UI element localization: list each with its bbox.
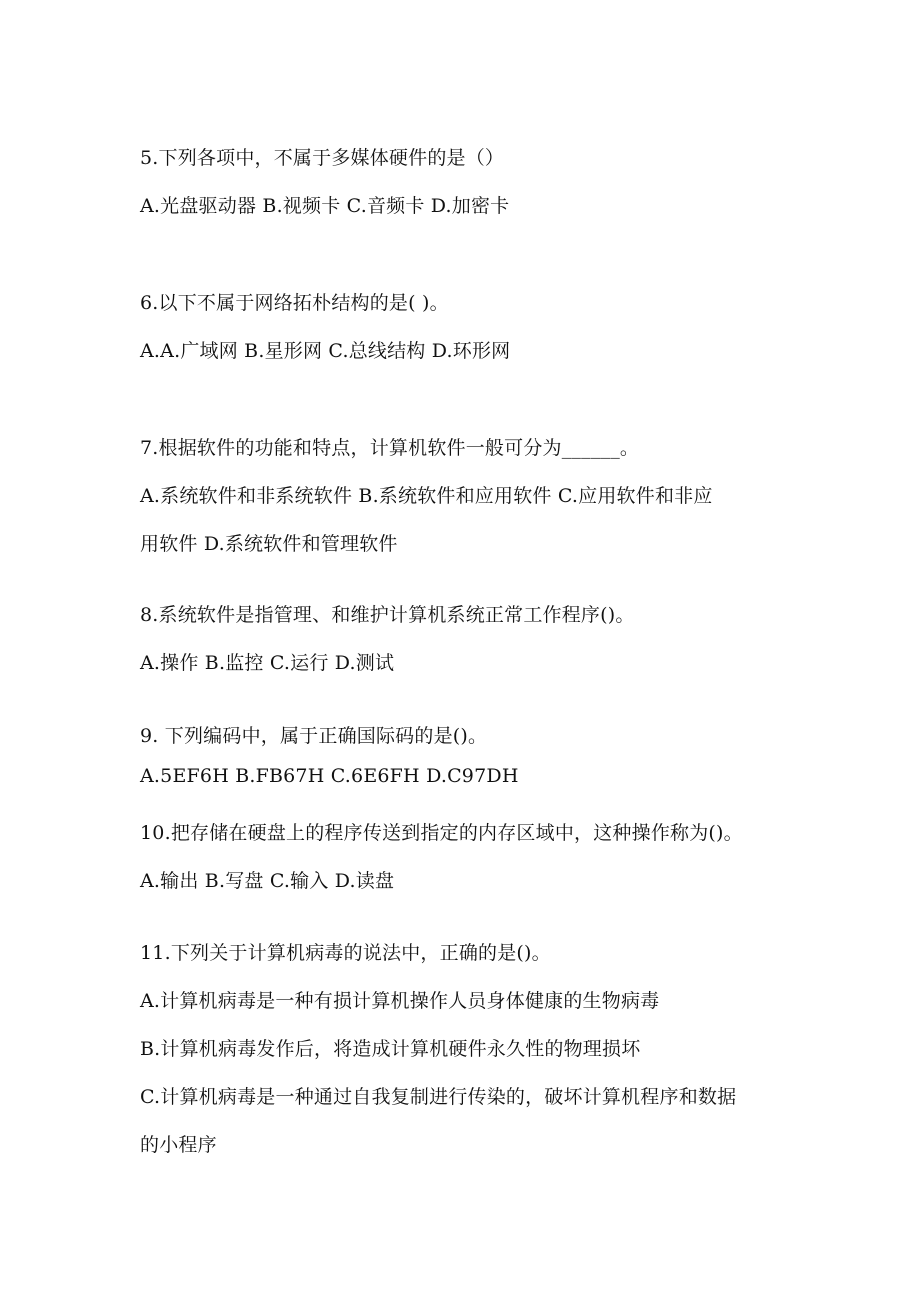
question-11-option-c-line-2: 的小程序	[140, 1134, 217, 1156]
question-11-option-c-line-1: C.计算机病毒是一种通过自我复制进行传染的，破坏计算机程序和数据	[140, 1086, 737, 1108]
question-7-options-line-1: A.系统软件和非系统软件 B.系统软件和应用软件 C.应用软件和非应	[140, 485, 713, 507]
question-5-stem: 5.下列各项中，不属于多媒体硬件的是（）	[140, 147, 505, 169]
question-5-options: A.光盘驱动器 B.视频卡 C.音频卡 D.加密卡	[140, 195, 510, 217]
question-10-options: A.输出 B.写盘 C.输入 D.读盘	[140, 870, 395, 892]
question-10-stem: 10.把存储在硬盘上的程序传送到指定的内存区域中，这种操作称为()。	[140, 822, 743, 844]
question-11-option-b: B.计算机病毒发作后，将造成计算机硬件永久性的物理损坏	[140, 1038, 641, 1060]
question-9-options: A.5EF6H B.FB67H C.6E6FH D.C97DH	[140, 765, 519, 787]
question-11-option-a: A.计算机病毒是一种有损计算机操作人员身体健康的生物病毒	[140, 990, 660, 1012]
question-11-stem: 11.下列关于计算机病毒的说法中，正确的是()。	[140, 942, 551, 964]
question-9-stem: 9. 下列编码中，属于正确国际码的是()。	[140, 725, 488, 747]
question-7-options-line-2: 用软件 D.系统软件和管理软件	[140, 533, 398, 555]
question-8-stem: 8.系统软件是指管理、和维护计算机系统正常工作程序()。	[140, 604, 635, 626]
question-6-stem: 6.以下不属于网络拓朴结构的是( )。	[140, 292, 449, 314]
question-6-options: A.A.广域网 B.星形网 C.总线结构 D.环形网	[140, 340, 511, 362]
question-8-options: A.操作 B.监控 C.运行 D.测试	[140, 652, 395, 674]
question-7-stem: 7.根据软件的功能和特点，计算机软件一般可分为______。	[140, 437, 640, 459]
